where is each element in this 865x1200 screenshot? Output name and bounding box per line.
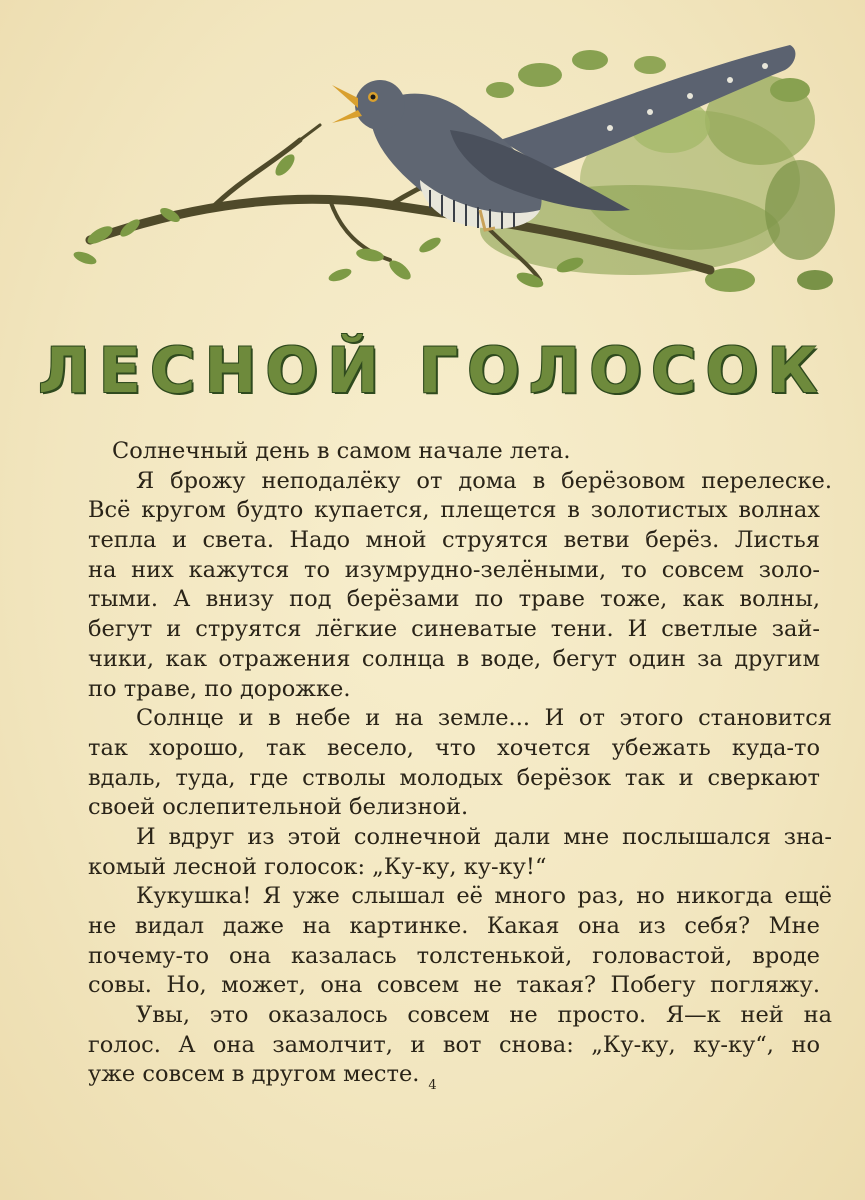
text-line: голос. А она замолчит, и вот снова: „Ку-ку, ку-ку“, но xyxy=(88,1031,820,1058)
text-line: по траве, по дорожке. xyxy=(88,675,351,702)
text-line: на них кажутся то изумрудно-зелёными, то совсем золо- xyxy=(88,556,820,583)
text-line: бегут и струятся лёгкие синеватые тени. И светлые зай- xyxy=(88,616,820,643)
text-line: Всё кругом будто купается, плещется в золотистых волнах xyxy=(88,497,820,524)
text-line: тепла и света. Надо мной струятся ветви берёз. Листья xyxy=(88,527,820,554)
page-number: 4 xyxy=(428,1078,437,1093)
text-line: Я брожу неподалёку от дома в берёзовом перелеске. xyxy=(136,467,832,494)
page-title: ЛЕСНОЙ ГОЛОСОК xyxy=(38,334,827,407)
text-line: И вдруг из этой солнечной дали мне послышался зна- xyxy=(136,823,832,850)
text-line: совы. Но, может, она совсем не такая? Побегу погляжу. xyxy=(88,972,820,999)
text-line: тыми. А внизу под берёзами по траве тоже, как волны, xyxy=(88,586,820,613)
text-line: своей ослепительной белизной. xyxy=(88,794,469,821)
text-line: комый лесной голосок: „Ку-ку, ку-ку!“ xyxy=(88,853,547,880)
text-line: Солнечный день в самом начале лета. xyxy=(112,438,571,464)
text-line: Кукушка! Я уже слышал её много раз, но никогда ещё xyxy=(136,883,832,910)
text-line: не видал даже на картинке. Какая она из себя? Мне xyxy=(88,913,820,939)
text-line: почему-то она казалась толстенькой, головастой, вроде xyxy=(88,942,820,969)
text-line: чики, как отражения солнца в воде, бегут один за другим xyxy=(88,645,820,672)
story-text xyxy=(88,437,832,1090)
text-line: Увы, это оказалось совсем не просто. Я—к ней на xyxy=(136,1002,832,1029)
text-line: так хорошо, так весело, что хочется убежать куда-то xyxy=(88,734,820,761)
cuckoo-illustration-icon xyxy=(70,30,840,310)
text-line: Солнце и в небе и на земле... И от этого становится xyxy=(136,705,832,732)
text-line: уже совсем в другом месте. xyxy=(88,1061,420,1088)
text-line: вдаль, туда, где стволы молодых берёзок так и сверкают xyxy=(88,764,820,791)
